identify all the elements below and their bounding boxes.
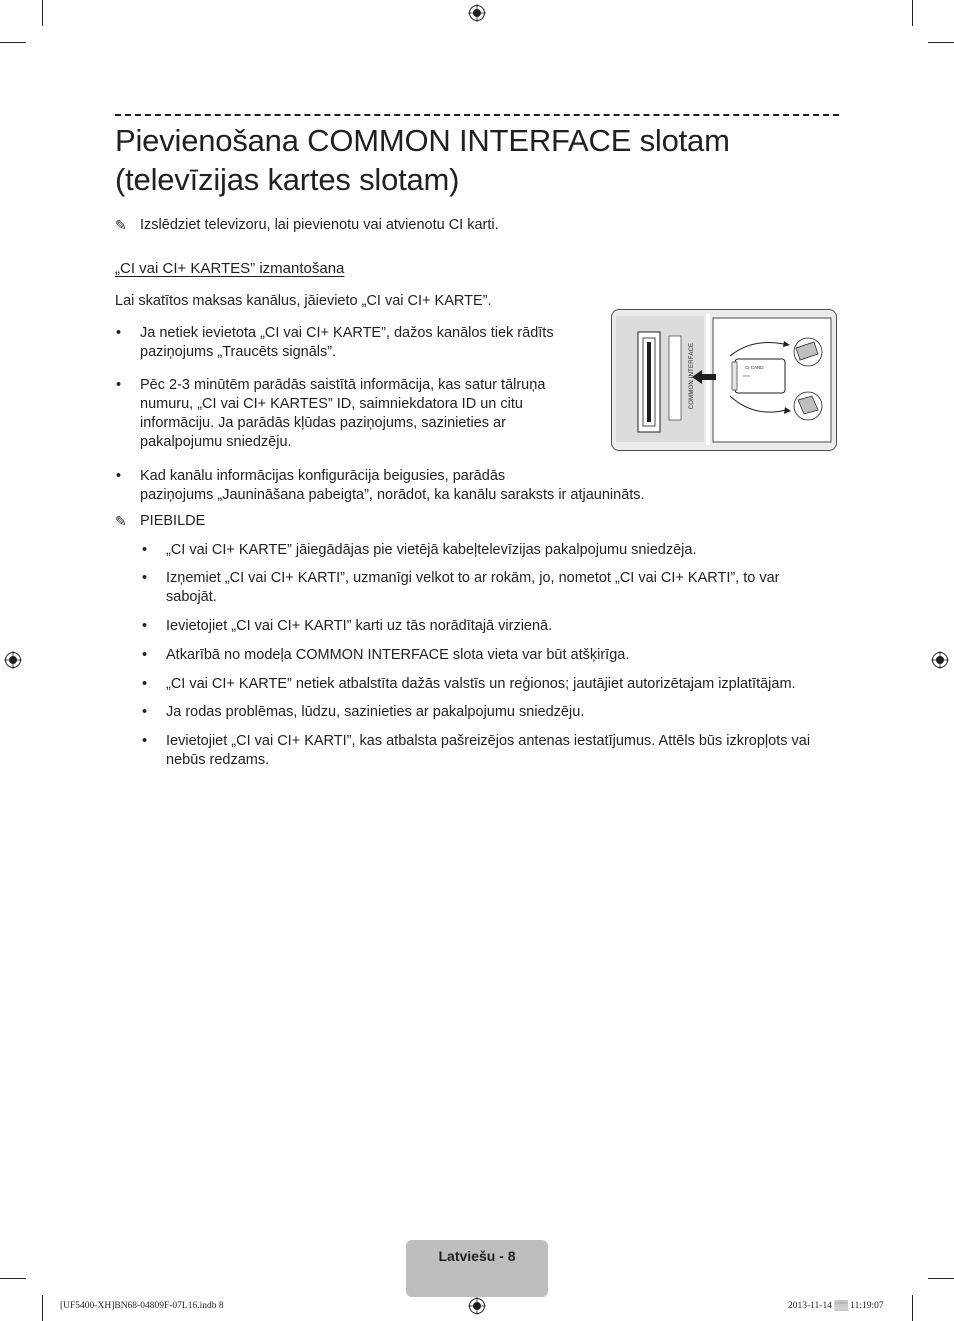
page-title-line-1: Pievienošana COMMON INTERFACE slotam	[115, 123, 730, 158]
section-heading: „CI vai CI+ KARTES” izmantošana	[115, 260, 345, 277]
list-item	[142, 646, 842, 666]
list-item	[142, 617, 842, 637]
list-item	[142, 732, 842, 772]
list-item	[142, 703, 842, 723]
list-item-line: Kad kanālu informācijas konfigurācija beigusies, parādās	[140, 468, 506, 484]
crop-mark	[928, 42, 954, 43]
bullet-dot: •	[142, 618, 148, 634]
crop-mark	[42, 1295, 43, 1321]
bullet-dot: •	[142, 676, 148, 692]
registration-mark-icon	[468, 1297, 486, 1315]
list-item-line: Ja netiek ievietota „CI vai CI+ KARTE”, dažos kanālos tiek rādīts	[140, 325, 554, 341]
note-pencil-icon: ✎	[115, 513, 127, 529]
list-item	[142, 541, 842, 561]
list-item	[116, 376, 596, 454]
bullet-dot: •	[116, 468, 122, 484]
bullet-dot: •	[142, 570, 148, 586]
note-pencil-icon: ✎	[115, 217, 127, 233]
list-item	[116, 467, 816, 507]
list-item	[116, 324, 596, 364]
slot-label: COMMON INTERFACE	[689, 342, 695, 410]
ci-card-illustration	[611, 309, 837, 451]
title-dashed-rule	[115, 114, 839, 116]
page-title	[115, 121, 855, 199]
list-item-line: Pēc 2-3 minūtēm parādās saistītā informācija, kas satur tālruņa	[140, 377, 546, 393]
list-item	[142, 675, 842, 695]
list-item-line: „CI vai CI+ KARTE” netiek atbalstīta dažās valstīs un reģionos; jautājiet autorizētajam izplatītājam.	[166, 676, 796, 692]
bullet-dot: •	[142, 647, 148, 663]
registration-mark-icon	[931, 651, 949, 669]
bullet-dot: •	[116, 377, 122, 393]
list-item-line: Ievietojiet „CI vai CI+ KARTI”, kas atbalsta pašreizējos antenas iestatījumus. Attēls būs izkropļots vai	[166, 733, 811, 749]
ci-slot-diagram-icon	[612, 310, 835, 449]
crop-mark	[0, 42, 26, 43]
list-item-line: nebūs redzams.	[166, 752, 270, 768]
list-item-line: sabojāt.	[166, 589, 217, 605]
page-title-line-2: (televīzijas kartes slotam)	[115, 162, 460, 197]
card-label-text: CI CARD	[745, 365, 764, 370]
list-item-line: Izņemiet „CI vai CI+ KARTI”, uzmanīgi velkot to ar rokām, jo, nometot „CI vai CI+ KARTI”, to var	[166, 570, 780, 586]
bullet-dot: •	[142, 733, 148, 749]
crop-mark	[0, 1278, 26, 1279]
note-label: PIEBILDE	[140, 513, 206, 529]
registration-mark-icon	[4, 651, 22, 669]
bullet-dot: •	[142, 542, 148, 558]
list-item-line: Ievietojiet „CI vai CI+ KARTI” karti uz tās norādītajā virzienā.	[166, 618, 553, 634]
list-item-line: „CI vai CI+ KARTE” jāiegādājas pie vietējā kabeļtelevīzijas pakalpojumu sniedzēja.	[166, 542, 697, 558]
list-item-line: Atkarībā no modeļa COMMON INTERFACE slota vieta var būt atšķirīga.	[166, 647, 630, 663]
crop-mark	[912, 0, 913, 26]
list-item-line: paziņojums „Jaunināšana pabeigta”, norādot, ka kanālu saraksts ir atjaunināts.	[140, 487, 645, 503]
intro-note: Izslēdziet televizoru, lai pievienotu vai atvienotu CI karti.	[140, 217, 499, 233]
list-item-line: numuru, „CI vai CI+ KARTES” ID, saimniekdatora ID un citu	[140, 396, 523, 412]
list-item-line: Ja rodas problēmas, lūdzu, sazinieties ar pakalpojumu sniedzēju.	[166, 704, 585, 720]
print-slug-right: 2013-11-14 ▒▒ 11:19:07	[788, 1301, 884, 1311]
page-number: Latviešu - 8	[438, 1248, 516, 1264]
bullet-dot: •	[116, 325, 122, 341]
list-item-line: informāciju. Ja parādās kļūdas paziņojums, sazinieties ar	[140, 415, 506, 431]
crop-mark	[42, 0, 43, 26]
registration-mark-icon	[468, 4, 486, 22]
print-slug-left: [UF5400-XH]BN68-04809F-07L16.indb 8	[60, 1301, 224, 1311]
list-item-line: paziņojums „Traucēts signāls”.	[140, 344, 337, 360]
list-item	[142, 569, 842, 609]
bullet-dot: •	[142, 704, 148, 720]
crop-mark	[912, 1295, 913, 1321]
crop-mark	[928, 1278, 954, 1279]
section-lead: Lai skatītos maksas kanālus, jāievieto „CI vai CI+ KARTE”.	[115, 293, 492, 309]
list-item-line: pakalpojumu sniedzēju.	[140, 434, 292, 450]
